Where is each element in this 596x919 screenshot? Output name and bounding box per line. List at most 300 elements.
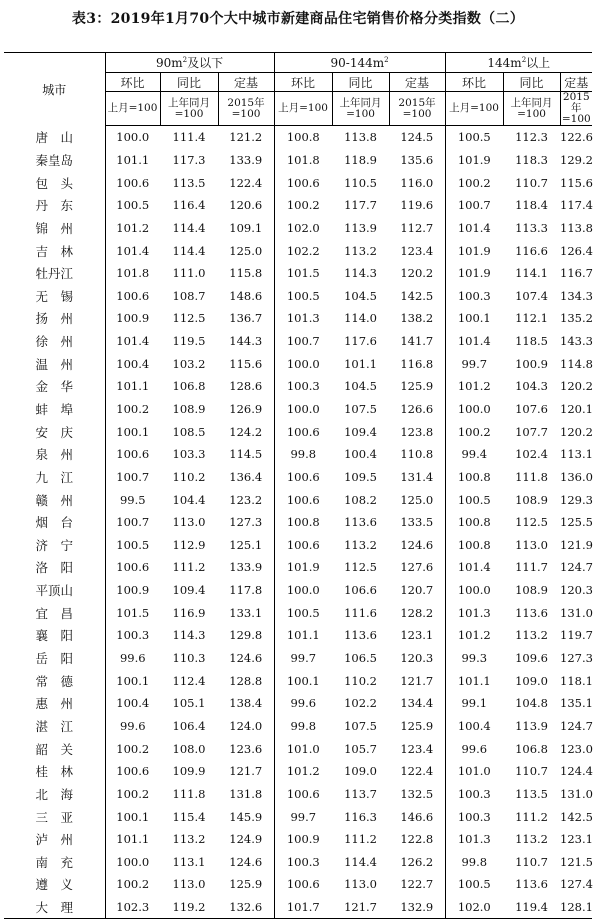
table-row bbox=[4, 239, 592, 262]
index-value: 129.2 bbox=[560, 152, 593, 167]
index-value: 107.7 bbox=[515, 424, 549, 439]
index-value: 113.2 bbox=[344, 537, 377, 552]
index-value: 109.1 bbox=[229, 220, 263, 235]
index-value: 116.9 bbox=[172, 605, 206, 620]
index-value: 116.3 bbox=[344, 809, 377, 824]
index-value: 128.2 bbox=[400, 605, 434, 620]
index-value: 100.6 bbox=[274, 420, 332, 443]
index-value: 128.6 bbox=[229, 379, 263, 394]
base-header-month-on-month: 上月=100 bbox=[445, 92, 503, 126]
index-value: 99.6 bbox=[445, 737, 503, 760]
index-value: 100.6 bbox=[116, 447, 150, 462]
index-value: 99.8 bbox=[445, 851, 503, 874]
index-value: 118.4 bbox=[515, 198, 549, 213]
index-value: 109.4 bbox=[172, 583, 206, 598]
index-value: 124.7 bbox=[560, 560, 593, 575]
index-value: 126.2 bbox=[400, 854, 434, 869]
index-value: 120.1 bbox=[560, 402, 593, 416]
index-value: 101.9 bbox=[274, 556, 332, 579]
price-index-table bbox=[4, 52, 592, 919]
city-name: 烟 台 bbox=[4, 511, 105, 534]
table-row bbox=[4, 149, 592, 172]
index-value: 101.1 bbox=[116, 832, 150, 847]
index-value: 110.2 bbox=[172, 469, 206, 484]
index-value: 104.3 bbox=[515, 379, 549, 394]
index-value: 100.1 bbox=[274, 669, 332, 692]
index-value: 124.6 bbox=[229, 651, 263, 666]
index-value: 100.0 bbox=[274, 398, 332, 421]
index-value: 113.8 bbox=[344, 130, 377, 145]
index-value: 108.7 bbox=[172, 288, 206, 303]
index-value: 142.5 bbox=[560, 809, 593, 824]
city-name: 牡丹江 bbox=[4, 262, 105, 285]
index-value: 118.3 bbox=[515, 152, 549, 167]
index-value: 99.7 bbox=[274, 805, 332, 828]
index-value: 101.1 bbox=[116, 379, 150, 394]
index-value: 100.6 bbox=[274, 873, 332, 896]
index-value: 114.0 bbox=[344, 311, 377, 326]
index-value: 125.1 bbox=[229, 537, 263, 552]
index-value: 122.8 bbox=[400, 832, 434, 847]
table-row bbox=[4, 692, 592, 715]
index-value: 135.2 bbox=[560, 311, 593, 326]
city-name: 吉 林 bbox=[4, 239, 105, 262]
index-value: 121.7 bbox=[229, 764, 263, 779]
index-value: 114.4 bbox=[344, 854, 377, 869]
index-value: 133.5 bbox=[400, 515, 434, 530]
index-value: 134.3 bbox=[560, 288, 593, 303]
index-value: 116.7 bbox=[560, 266, 593, 281]
index-value: 120.3 bbox=[560, 583, 593, 598]
index-value: 148.6 bbox=[229, 288, 263, 303]
index-value: 119.2 bbox=[160, 896, 218, 919]
index-value: 124.4 bbox=[560, 764, 593, 779]
index-value: 101.2 bbox=[116, 220, 150, 235]
city-name: 三 亚 bbox=[4, 805, 105, 828]
sub-header-year-on-year: 同比 bbox=[332, 73, 389, 92]
table-row bbox=[4, 352, 592, 375]
index-value: 106.6 bbox=[344, 583, 377, 598]
table-row bbox=[4, 330, 592, 353]
index-value: 109.6 bbox=[515, 651, 549, 666]
index-value: 108.2 bbox=[344, 492, 377, 507]
index-value: 111.8 bbox=[172, 786, 206, 801]
group-header-medium: $90-144m^2$ bbox=[274, 53, 445, 73]
index-value: 131.0 bbox=[560, 786, 593, 801]
index-value: 129.3 bbox=[560, 492, 593, 507]
index-value: 145.9 bbox=[229, 809, 263, 824]
index-value: 100.1 bbox=[116, 673, 150, 688]
index-value: 101.1 bbox=[445, 669, 503, 692]
index-value: 110.7 bbox=[515, 854, 549, 869]
index-value: 101.7 bbox=[274, 896, 332, 919]
index-value: 132.9 bbox=[389, 896, 445, 919]
index-value: 100.6 bbox=[274, 466, 332, 489]
index-value: 107.4 bbox=[515, 288, 549, 303]
index-value: 138.2 bbox=[400, 311, 434, 326]
index-value: 112.5 bbox=[172, 311, 206, 326]
index-value: 122.6 bbox=[560, 130, 593, 145]
index-value: 99.8 bbox=[274, 715, 332, 738]
index-value: 123.1 bbox=[560, 832, 593, 847]
index-value: 114.5 bbox=[229, 447, 263, 462]
table-body bbox=[4, 126, 592, 919]
table-row bbox=[4, 511, 592, 534]
index-value: 101.1 bbox=[274, 624, 332, 647]
table-row bbox=[4, 466, 592, 489]
index-value: 101.9 bbox=[445, 262, 503, 285]
index-value: 101.3 bbox=[445, 828, 503, 851]
index-value: 100.5 bbox=[274, 284, 332, 307]
base-header-year-on-year: 上年同月=100 bbox=[160, 92, 218, 126]
index-value: 116.8 bbox=[400, 356, 434, 371]
index-value: 101.5 bbox=[116, 605, 150, 620]
index-value: 118.1 bbox=[560, 673, 593, 688]
table-row bbox=[4, 126, 592, 149]
index-value: 120.7 bbox=[400, 583, 434, 598]
index-value: 101.9 bbox=[445, 149, 503, 172]
table-row bbox=[4, 601, 592, 624]
index-value: 124.2 bbox=[229, 424, 263, 439]
index-value: 111.2 bbox=[172, 560, 206, 575]
table-row bbox=[4, 828, 592, 851]
index-value: 109.4 bbox=[344, 424, 377, 439]
index-value: 120.6 bbox=[229, 198, 263, 213]
table-row bbox=[4, 217, 592, 240]
index-value: 116.6 bbox=[515, 243, 549, 258]
city-name: 温 州 bbox=[4, 352, 105, 375]
index-value: 99.4 bbox=[445, 443, 503, 466]
table-row bbox=[4, 556, 592, 579]
index-value: 136.0 bbox=[560, 469, 593, 484]
index-value: 100.2 bbox=[116, 786, 150, 801]
index-value: 123.6 bbox=[229, 741, 263, 756]
index-value: 102.0 bbox=[445, 896, 503, 919]
index-value: 114.3 bbox=[344, 266, 377, 281]
index-value: 131.4 bbox=[400, 469, 434, 484]
index-value: 102.0 bbox=[274, 217, 332, 240]
index-value: 100.3 bbox=[445, 805, 503, 828]
index-value: 113.5 bbox=[515, 786, 549, 801]
index-value: 127.6 bbox=[400, 560, 434, 575]
index-value: 101.0 bbox=[274, 737, 332, 760]
city-name: 蚌 埠 bbox=[4, 398, 105, 421]
city-name: 南 充 bbox=[4, 851, 105, 874]
index-value: 115.6 bbox=[229, 356, 263, 371]
city-name: 丹 东 bbox=[4, 194, 105, 217]
index-value: 100.4 bbox=[445, 715, 503, 738]
index-value: 117.8 bbox=[229, 583, 263, 598]
index-value: 110.2 bbox=[344, 673, 377, 688]
index-value: 113.3 bbox=[515, 220, 549, 235]
index-value: 119.4 bbox=[503, 896, 560, 919]
table-row bbox=[4, 873, 592, 896]
table-row bbox=[4, 737, 592, 760]
index-value: 112.7 bbox=[400, 220, 434, 235]
index-value: 112.4 bbox=[172, 673, 206, 688]
index-value: 101.3 bbox=[445, 601, 503, 624]
index-value: 144.3 bbox=[229, 334, 263, 349]
index-value: 108.9 bbox=[515, 492, 549, 507]
index-value: 99.8 bbox=[274, 443, 332, 466]
index-value: 100.6 bbox=[116, 288, 150, 303]
index-value: 101.0 bbox=[445, 760, 503, 783]
index-value: 113.2 bbox=[515, 628, 549, 643]
index-value: 110.3 bbox=[172, 651, 206, 666]
city-name: 扬 州 bbox=[4, 307, 105, 330]
index-value: 120.2 bbox=[560, 424, 593, 439]
table-row bbox=[4, 194, 592, 217]
city-name: 包 头 bbox=[4, 171, 105, 194]
index-value: 122.4 bbox=[400, 764, 434, 779]
index-value: 134.4 bbox=[400, 696, 434, 711]
index-value: 100.0 bbox=[274, 579, 332, 602]
index-value: 123.4 bbox=[400, 741, 434, 756]
index-value: 101.5 bbox=[274, 262, 332, 285]
index-value: 135.1 bbox=[560, 696, 593, 711]
sub-header-fixed-base: 定基 bbox=[218, 73, 274, 92]
sub-header-month-on-month: 环比 bbox=[445, 73, 503, 92]
index-value: 127.4 bbox=[560, 877, 593, 892]
index-value: 113.6 bbox=[344, 628, 377, 643]
index-value: 113.8 bbox=[560, 220, 593, 235]
index-value: 114.4 bbox=[172, 220, 206, 235]
index-value: 114.4 bbox=[172, 243, 206, 258]
index-value: 124.9 bbox=[229, 832, 263, 847]
table-header bbox=[4, 53, 592, 126]
index-value: 113.1 bbox=[172, 854, 206, 869]
index-value: 100.6 bbox=[274, 171, 332, 194]
index-value: 101.4 bbox=[445, 330, 503, 353]
city-name: 济 宁 bbox=[4, 534, 105, 557]
index-value: 113.5 bbox=[172, 175, 206, 190]
table-row bbox=[4, 171, 592, 194]
index-value: 124.5 bbox=[400, 130, 434, 145]
index-value: 104.5 bbox=[344, 288, 377, 303]
index-value: 126.4 bbox=[560, 243, 593, 258]
index-value: 141.7 bbox=[400, 334, 434, 349]
index-value: 116.4 bbox=[172, 198, 206, 213]
index-value: 100.8 bbox=[445, 466, 503, 489]
index-value: 100.4 bbox=[344, 447, 377, 462]
index-value: 100.8 bbox=[445, 534, 503, 557]
index-value: 100.0 bbox=[116, 130, 150, 145]
index-value: 101.4 bbox=[445, 556, 503, 579]
index-value: 111.8 bbox=[515, 469, 549, 484]
index-value: 146.6 bbox=[400, 809, 434, 824]
index-value: 100.8 bbox=[274, 511, 332, 534]
index-value: 128.8 bbox=[229, 673, 263, 688]
index-value: 103.2 bbox=[172, 356, 206, 371]
index-value: 100.0 bbox=[274, 352, 332, 375]
index-value: 109.0 bbox=[344, 764, 377, 779]
index-value: 106.8 bbox=[515, 741, 549, 756]
index-value: 100.2 bbox=[116, 402, 150, 416]
index-value: 123.4 bbox=[400, 243, 434, 258]
index-value: 113.0 bbox=[172, 877, 206, 892]
index-value: 122.4 bbox=[229, 175, 263, 190]
index-value: 100.7 bbox=[116, 515, 150, 530]
index-value: 115.8 bbox=[229, 266, 263, 281]
index-value: 125.9 bbox=[400, 379, 434, 394]
city-name: 无 锡 bbox=[4, 284, 105, 307]
index-value: 136.4 bbox=[229, 469, 263, 484]
index-value: 99.6 bbox=[119, 718, 146, 733]
index-value: 102.3 bbox=[105, 896, 160, 919]
index-value: 117.3 bbox=[172, 152, 206, 167]
index-value: 110.7 bbox=[515, 175, 549, 190]
index-value: 100.9 bbox=[515, 356, 549, 371]
index-value: 100.0 bbox=[445, 579, 503, 602]
index-value: 109.9 bbox=[172, 764, 206, 779]
index-value: 121.7 bbox=[332, 896, 389, 919]
index-value: 104.5 bbox=[344, 379, 377, 394]
table-row bbox=[4, 534, 592, 557]
index-value: 131.8 bbox=[229, 786, 263, 801]
city-name: 锦 州 bbox=[4, 217, 105, 240]
index-value: 136.7 bbox=[229, 311, 263, 326]
index-value: 127.3 bbox=[229, 515, 263, 530]
city-name: 宜 昌 bbox=[4, 601, 105, 624]
index-value: 113.6 bbox=[344, 515, 377, 530]
index-value: 112.9 bbox=[172, 537, 206, 552]
index-value: 107.5 bbox=[344, 402, 377, 416]
table-row bbox=[4, 375, 592, 398]
index-value: 113.0 bbox=[172, 515, 206, 530]
sub-header-fixed-base: 定基 bbox=[560, 73, 592, 92]
city-name: 惠 州 bbox=[4, 692, 105, 715]
index-value: 122.7 bbox=[400, 877, 434, 892]
table-row bbox=[4, 284, 592, 307]
index-value: 133.9 bbox=[229, 152, 263, 167]
index-value: 112.5 bbox=[344, 560, 377, 575]
index-value: 123.1 bbox=[400, 628, 434, 643]
index-value: 120.3 bbox=[400, 651, 434, 666]
index-value: 111.4 bbox=[172, 130, 206, 145]
index-value: 121.5 bbox=[560, 854, 593, 869]
index-value: 125.0 bbox=[400, 492, 434, 507]
table-row bbox=[4, 398, 592, 421]
index-value: 112.5 bbox=[515, 515, 549, 530]
index-value: 116.0 bbox=[400, 175, 434, 190]
index-value: 107.5 bbox=[344, 718, 377, 733]
table-row bbox=[4, 783, 592, 806]
index-value: 99.3 bbox=[445, 647, 503, 670]
index-value: 119.7 bbox=[560, 628, 593, 643]
index-value: 101.8 bbox=[274, 149, 332, 172]
index-value: 121.7 bbox=[400, 673, 434, 688]
index-value: 100.0 bbox=[445, 398, 503, 421]
index-value: 100.5 bbox=[116, 198, 150, 213]
city-name: 遵 义 bbox=[4, 873, 105, 896]
index-value: 99.7 bbox=[445, 352, 503, 375]
index-value: 101.2 bbox=[445, 375, 503, 398]
city-name: 安 庆 bbox=[4, 420, 105, 443]
city-name: 徐 州 bbox=[4, 330, 105, 353]
city-name: 襄 阳 bbox=[4, 624, 105, 647]
base-header-fixed-base: 2015年=100 bbox=[561, 91, 591, 125]
index-value: 125.9 bbox=[400, 718, 434, 733]
index-value: 113.0 bbox=[344, 877, 377, 892]
table-row bbox=[4, 715, 592, 738]
index-value: 100.5 bbox=[445, 873, 503, 896]
index-value: 100.6 bbox=[116, 560, 150, 575]
index-value: 108.9 bbox=[172, 402, 206, 416]
index-value: 142.5 bbox=[400, 288, 434, 303]
index-value: 138.4 bbox=[229, 696, 263, 711]
sub-header-fixed-base: 定基 bbox=[389, 73, 445, 92]
index-value: 104.4 bbox=[172, 492, 206, 507]
index-value: 101.2 bbox=[274, 760, 332, 783]
index-value: 105.1 bbox=[172, 696, 206, 711]
index-value: 110.7 bbox=[515, 764, 549, 779]
index-value: 100.7 bbox=[274, 330, 332, 353]
index-value: 118.5 bbox=[515, 334, 549, 349]
table-row bbox=[4, 488, 592, 511]
index-value: 101.4 bbox=[445, 217, 503, 240]
index-value: 99.6 bbox=[119, 651, 146, 666]
index-value: 100.2 bbox=[116, 877, 150, 892]
index-value: 103.3 bbox=[172, 447, 206, 462]
city-name: 泉 州 bbox=[4, 443, 105, 466]
table-row bbox=[4, 624, 592, 647]
base-header-fixed-base: 2015年=100 bbox=[218, 92, 274, 126]
index-value: 106.5 bbox=[344, 651, 377, 666]
index-value: 100.6 bbox=[274, 488, 332, 511]
index-value: 111.0 bbox=[172, 266, 206, 281]
index-value: 100.6 bbox=[116, 764, 150, 779]
index-value: 120.2 bbox=[400, 266, 434, 281]
index-value: 120.2 bbox=[560, 379, 593, 394]
table-title: 表3：2019年1月70个大中城市新建商品住宅销售价格分类指数（二） bbox=[71, 11, 525, 27]
index-value: 113.7 bbox=[344, 786, 377, 801]
table-row bbox=[4, 420, 592, 443]
index-value: 101.2 bbox=[445, 624, 503, 647]
city-name: 九 江 bbox=[4, 466, 105, 489]
index-value: 113.9 bbox=[344, 220, 377, 235]
index-value: 100.3 bbox=[445, 284, 503, 307]
city-name: 岳 阳 bbox=[4, 647, 105, 670]
index-value: 99.1 bbox=[445, 692, 503, 715]
index-value: 100.4 bbox=[116, 696, 150, 711]
index-value: 111.2 bbox=[515, 809, 549, 824]
index-value: 101.1 bbox=[116, 152, 150, 167]
table-row bbox=[4, 669, 592, 692]
index-value: 125.0 bbox=[229, 243, 263, 258]
city-name: 洛 阳 bbox=[4, 556, 105, 579]
index-value: 108.0 bbox=[172, 741, 206, 756]
index-value: 100.6 bbox=[274, 783, 332, 806]
index-value: 99.7 bbox=[274, 647, 332, 670]
sub-header-month-on-month: 环比 bbox=[105, 73, 160, 92]
index-value: 132.6 bbox=[218, 896, 274, 919]
city-name: 桂 林 bbox=[4, 760, 105, 783]
index-value: 132.5 bbox=[400, 786, 434, 801]
index-value: 106.8 bbox=[172, 379, 206, 394]
city-name: 秦皇岛 bbox=[4, 149, 105, 172]
index-value: 109.5 bbox=[344, 469, 377, 484]
index-value: 124.7 bbox=[560, 718, 593, 733]
index-value: 101.4 bbox=[116, 243, 150, 258]
index-value: 124.6 bbox=[229, 854, 263, 869]
index-value: 101.8 bbox=[116, 266, 150, 281]
index-value: 100.5 bbox=[116, 537, 150, 552]
index-value: 123.0 bbox=[560, 741, 593, 756]
index-value: 100.3 bbox=[116, 628, 150, 643]
index-value: 129.8 bbox=[229, 628, 263, 643]
index-value: 133.1 bbox=[229, 605, 263, 620]
index-value: 100.9 bbox=[116, 583, 150, 598]
